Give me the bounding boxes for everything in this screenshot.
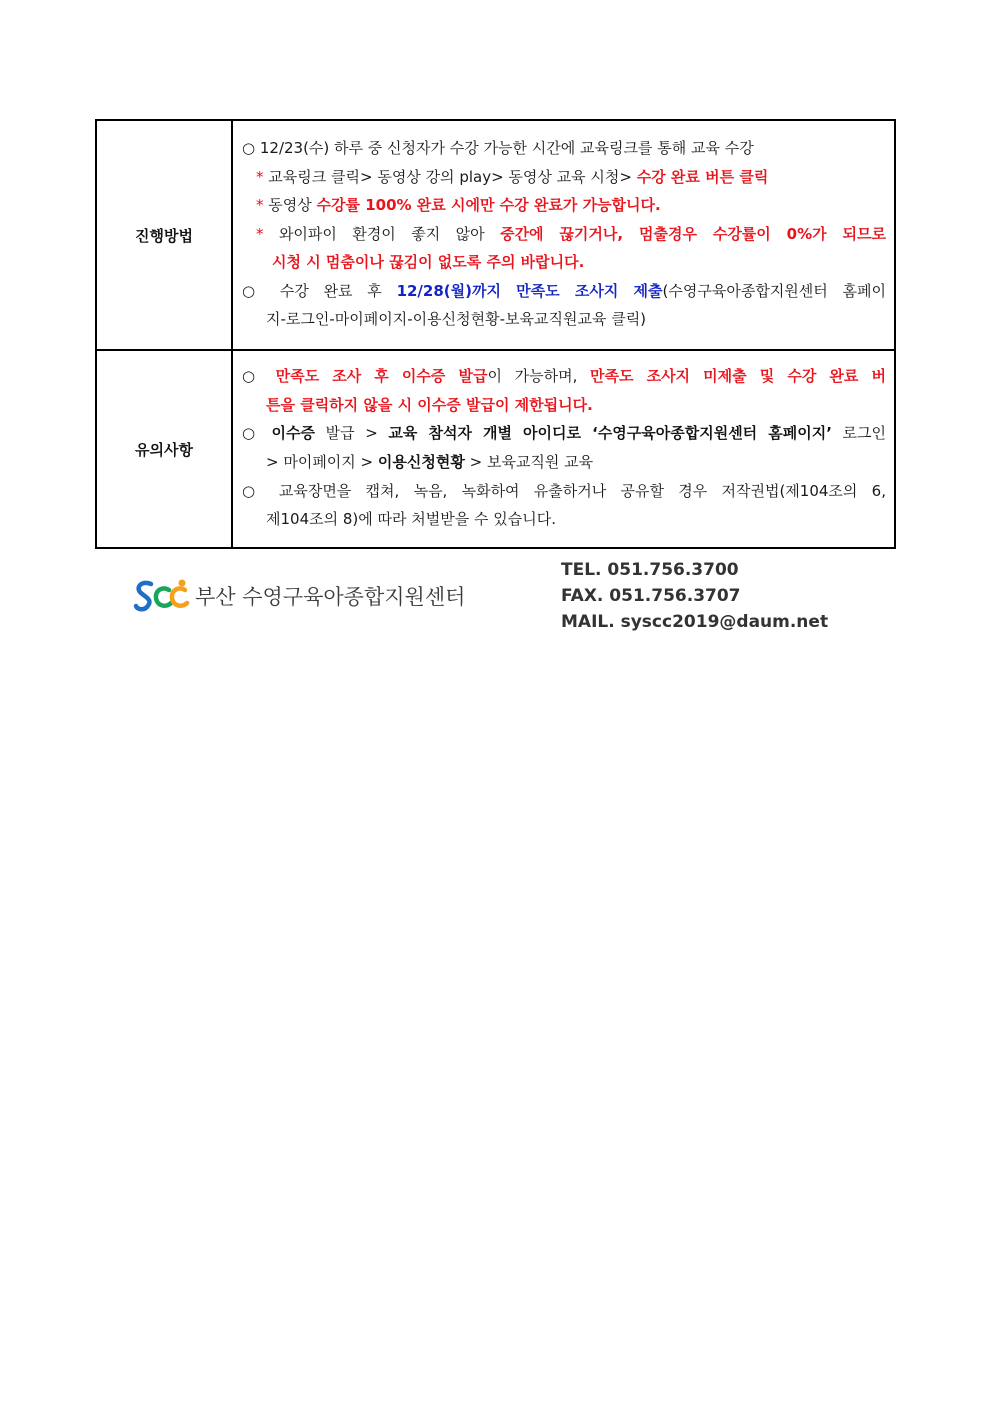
info-table [95,119,896,549]
procedure-line [242,305,886,334]
procedure-line [242,220,886,249]
procedure-line [242,248,886,277]
text-segment: 튼을 클릭하지 않을 시 이수증 발급이 제한됩니다. [266,395,593,414]
row-procedure [96,120,895,350]
text-segment: * [256,224,279,243]
text-segment: 제104조의 8)에 따라 처벌받을 수 있습니다. [266,510,556,529]
text-segment: 이 가능하며, [487,367,590,386]
text-segment: > 보육교직원 교육 [464,453,594,471]
contact-mail: MAIL. syscc2019@daum.net [561,612,829,632]
text-segment: 로그인 [831,424,886,443]
notes-line [242,448,886,477]
text-segment: 만족도 조사지 미제출 및 수강 완료 버 [590,367,886,386]
text-segment: 발급 > [315,424,389,443]
notes-line [242,505,886,534]
text-segment: ○ [242,367,276,386]
row-body-notes [232,350,895,548]
notes-line [242,419,886,448]
contact-fax: FAX. 051.756.3707 [561,586,741,606]
text-segment: (수영구육아종합지원센터 홈페이 [662,281,886,300]
row-notes [96,350,895,548]
procedure-line [242,163,886,192]
text-segment: 지-로그인-마이페이지-이용신청현황-보육교직원교육 클릭) [266,310,647,329]
row-header-notes: 유의사항 [96,350,232,548]
text-segment: ○ [242,424,272,443]
procedure-line [242,277,886,306]
notes-line [242,391,886,420]
scc-logo-icon [133,578,191,614]
notes-line [242,477,886,506]
text-segment: > 마이페이지 > [266,453,378,471]
text-segment: 시청 시 멈춤이나 끊김이 없도록 주의 바랍니다. [272,253,585,272]
text-segment: 중간에 끊기거나, 멈출경우 수강률이 0%가 되므로 [500,224,886,243]
procedure-line [242,191,886,220]
org-name: 부산 수영구육아종합지원센터 [195,585,466,609]
text-segment: 와이파이 환경이 좋지 않아 [278,224,501,243]
text-segment: * [256,167,269,186]
notes-line [242,362,886,391]
text-segment: 이수증 [271,424,316,443]
text-segment: 교육링크 클릭> 동영상 강의 play> 동영상 교육 시청> [268,167,637,186]
footer-logo [133,576,473,616]
text-segment: 12/28(월)까지 만족도 조사지 제출 [396,281,663,300]
contact-tel: TEL. 051.756.3700 [561,560,739,580]
text-segment: 교육 참석자 개별 아이디로 ‘수영구육아종합지원센터 홈페이지’ [388,424,832,443]
text-segment: ○ 수강 완료 후 [242,281,397,300]
text-segment: ○ 교육장면을 캡쳐, 녹음, 녹화하여 유출하거나 공유할 경우 저작권법(제104조의 6, [242,481,886,500]
text-segment: 만족도 조사 후 이수증 발급 [275,367,488,386]
text-segment: 수강률 100% 완료 시에만 수강 완료가 가능합니다. [316,196,661,215]
row-header-procedure: 진행방법 [96,120,232,350]
text-segment: ○ 12/23(수) 하루 중 신청자가 수강 가능한 시간에 교육링크를 통해 교육 수강 [242,138,754,157]
text-segment: * [256,196,269,215]
row-body-procedure [232,120,895,350]
text-segment: 동영상 [268,196,317,215]
procedure-line [242,134,886,163]
text-segment: 수강 완료 버튼 클릭 [636,167,769,186]
contact-info [561,557,828,635]
text-segment: 이용신청현황 [377,453,465,471]
